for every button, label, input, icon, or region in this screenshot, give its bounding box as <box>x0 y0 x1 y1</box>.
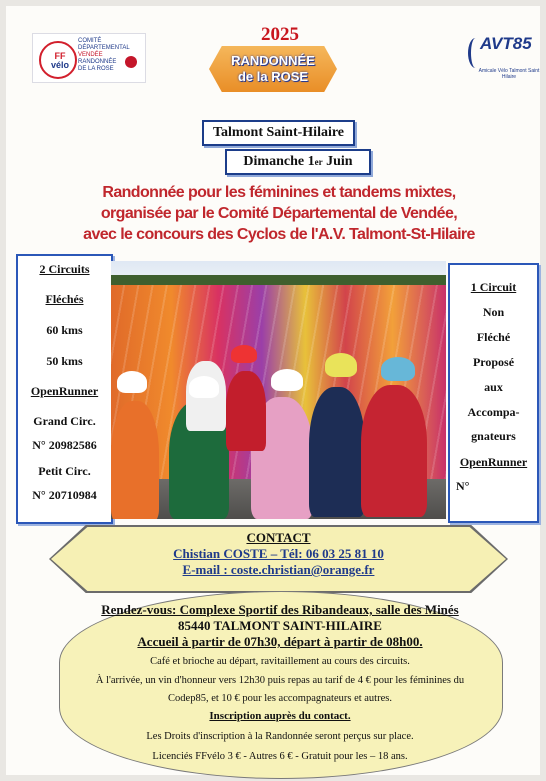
contact-email[interactable]: E-mail : coste.christian@orange.fr <box>182 562 375 577</box>
panel-line: Accompa- <box>467 405 520 419</box>
avt85-name: AVT85 <box>480 34 532 53</box>
contact-title: CONTACT <box>246 530 311 545</box>
avt85-subtitle: Amicale Vélo Talmont Saint Hilaire <box>478 68 540 80</box>
banner-title-line2: de la ROSE <box>237 69 309 84</box>
arrival-info-2: Codep85, et 10 € pour les accompagnateurs et autres. <box>168 693 392 704</box>
org-line: VENDÉE <box>78 52 103 58</box>
food-info: Café et brioche au départ, ravitaillement au cours des circuits. <box>150 656 410 667</box>
distance-50: 50 kms <box>46 354 83 368</box>
contact-name-phone: Chistian COSTE – Tél: 06 03 25 81 10 <box>173 546 384 561</box>
date-box <box>225 149 371 175</box>
org-line: DE LA ROSE <box>78 66 114 72</box>
panel-line: Proposé <box>472 355 515 369</box>
registration-fees-info: Les Droits d'inscription à la Randonnée seront perçus sur place. <box>146 731 414 742</box>
event-year: 2025 <box>261 24 299 45</box>
circuits-count: 2 Circuits <box>39 262 90 276</box>
riders-group <box>111 331 446 519</box>
openrunner-label: OpenRunner <box>459 455 528 469</box>
rendezvous-place: Rendez-vous: Complexe Sportif des Ribandeaux, salle des Minés <box>101 602 459 617</box>
description-line: organisée par le Comité Départemental de Vendée, <box>100 205 458 222</box>
date-prefix: Dimanche 1 <box>243 154 315 169</box>
org-line: COMITÉ <box>78 38 102 44</box>
org-line: RANDONNÉE <box>78 59 117 65</box>
openrunner-label: OpenRunner <box>30 384 99 398</box>
circuits-panel <box>16 254 113 524</box>
petit-circuit-label: Petit Circ. <box>38 464 91 478</box>
location-box: Talmont Saint-Hilaire <box>202 120 355 146</box>
cyclists-photo <box>111 261 446 519</box>
rendezvous-city: 85440 TALMONT SAINT-HILAIRE <box>178 618 382 633</box>
grand-circuit-number: N° 20982586 <box>32 438 97 452</box>
org-line: DÉPARTEMENTAL <box>78 45 130 51</box>
ffvelo-logo <box>32 33 146 83</box>
banner-title-line1: RANDONNÉE <box>231 53 315 68</box>
flyer-page <box>6 6 540 775</box>
circuit-count: 1 Circuit <box>470 280 517 294</box>
panel-line: aux <box>484 380 503 394</box>
rose-icon <box>125 56 137 68</box>
ffvelo-badge-icon <box>39 41 77 79</box>
panel-line: gnateurs <box>471 429 516 443</box>
badge-bottom-text: vélo <box>50 60 69 70</box>
event-description <box>46 182 512 245</box>
license-fees: Licenciés FFvélo 3 € - Autres 6 € - Gratuit pour les – 18 ans. <box>152 751 408 762</box>
date-suffix: Juin <box>322 154 353 169</box>
petit-circuit-number: N° 20710984 <box>32 488 97 502</box>
avt85-logo <box>468 32 540 86</box>
committee-text <box>78 38 144 73</box>
grand-circuit-label: Grand Circ. <box>33 414 96 428</box>
description-line: Randonnée pour les féminines et tandems mixtes, <box>102 184 456 201</box>
badge-top-text: FF <box>54 51 66 61</box>
distance-60: 60 kms <box>46 323 83 337</box>
panel-line: Non <box>482 305 505 319</box>
arrival-info-1: À l'arrivée, un vin d'honneur vers 12h30 puis repas au tarif de 4 € pour les féminines du <box>95 675 465 686</box>
panel-line: Fléché <box>476 330 511 344</box>
accompanying-circuit-panel <box>448 263 539 523</box>
inscription-title: Inscription auprès du contact. <box>209 710 351 722</box>
openrunner-number: N° <box>456 479 470 493</box>
schedule: Accueil à partir de 07h30, départ à partir de 08h00. <box>137 634 423 649</box>
description-line: avec le concours des Cyclos de l'A.V. Talmont-St-Hilaire <box>83 226 475 243</box>
circuits-marking: Fléchés <box>45 292 84 306</box>
date-sup: er <box>314 157 323 167</box>
